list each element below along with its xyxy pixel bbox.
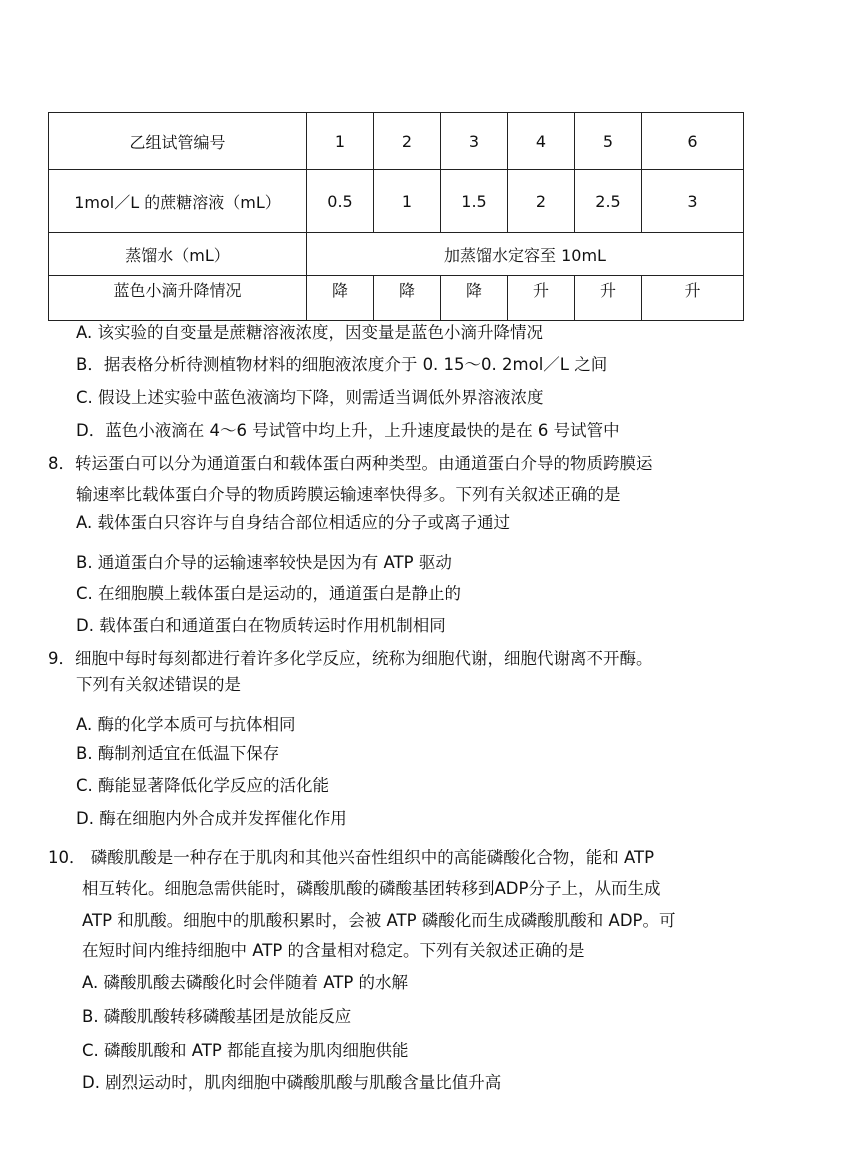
q9-option-d: D. 酶在细胞内外合成并发挥催化作用 <box>76 809 347 828</box>
table-row-sucrose <box>49 170 744 233</box>
q8-option-b: B. 通道蛋白介导的运输速率较快是因为有 ATP 驱动 <box>76 553 452 572</box>
q10-stem-line-3: ATP 和肌酸。细胞中的肌酸积累时，会被 ATP 磷酸化而生成磷酸肌酸和 ADP。可 <box>82 911 676 930</box>
table-cell: 1 <box>374 170 441 233</box>
q10-option-c: C. 磷酸肌酸和 ATP 都能直接为肌肉细胞供能 <box>82 1041 409 1060</box>
q10-stem-line-2: 相互转化。细胞急需供能时，磷酸肌酸的磷酸基团转移到ADP分子上，从而生成 <box>82 879 661 898</box>
q7-option-b: B．据表格分析待测植物材料的细胞液浓度介于 0. 15～0. 2mol／L 之间 <box>76 355 608 374</box>
table-cell: 1.5 <box>441 170 508 233</box>
q10-option-d: D. 剧烈运动时，肌肉细胞中磷酸肌酸与肌酸含量比值升高 <box>82 1073 502 1092</box>
table-cell: 降 <box>441 276 508 321</box>
experiment-table <box>48 112 744 321</box>
q9-option-b: B. 酶制剂适宜在低温下保存 <box>76 744 280 763</box>
table-row-water <box>49 233 744 276</box>
q8-option-d: D. 载体蛋白和通道蛋白在物质转运时作用机制相同 <box>76 616 446 635</box>
table-cell: 降 <box>374 276 441 321</box>
row-label-sucrose: 1mol／L 的蔗糖溶液（mL） <box>49 170 307 233</box>
q9-option-a: A. 酶的化学本质可与抗体相同 <box>76 715 296 734</box>
table-cell: 2 <box>508 170 575 233</box>
q10-stem-line-1: 10． 磷酸肌酸是一种存在于肌肉和其他兴奋性组织中的高能磷酸化合物，能和 ATP <box>48 848 655 867</box>
row-label-tube-number: 乙组试管编号 <box>49 113 307 170</box>
table-cell: 降 <box>307 276 374 321</box>
table-cell: 4 <box>508 113 575 170</box>
table-cell: 升 <box>575 276 642 321</box>
q8-option-a: A. 载体蛋白只容许与自身结合部位相适应的分子或离子通过 <box>76 513 510 532</box>
table-cell: 升 <box>508 276 575 321</box>
q9-stem-line-1: 9．细胞中每时每刻都进行着许多化学反应，统称为细胞代谢，细胞代谢离不开酶。 <box>48 649 653 668</box>
q10-option-b: B. 磷酸肌酸转移磷酸基团是放能反应 <box>82 1007 352 1026</box>
table-row-drop <box>49 276 744 321</box>
table-row-tube-number <box>49 113 744 170</box>
row-label-drop: 蓝色小滴升降情况 <box>49 276 307 321</box>
row-label-water: 蒸馏水（mL） <box>49 233 307 276</box>
table-cell: 1 <box>307 113 374 170</box>
q8-stem-line-2: 输速率比载体蛋白介导的物质跨膜运输速率快得多。下列有关叙述正确的是 <box>76 485 621 504</box>
q8-option-c: C. 在细胞膜上载体蛋白是运动的，通道蛋白是静止的 <box>76 584 462 603</box>
q7-option-c: C. 假设上述实验中蓝色液滴均下降，则需适当调低外界溶液浓度 <box>76 388 544 407</box>
q7-option-a: A. 该实验的自变量是蔗糖溶液浓度，因变量是蓝色小滴升降情况 <box>76 323 543 342</box>
table-cell-merged: 加蒸馏水定容至 10mL <box>307 233 744 276</box>
table-cell: 3 <box>441 113 508 170</box>
q9-stem-line-2: 下列有关叙述错误的是 <box>76 675 241 694</box>
q10-option-a: A. 磷酸肌酸去磷酸化时会伴随着 ATP 的水解 <box>82 973 409 992</box>
q10-stem-line-4: 在短时间内维持细胞中 ATP 的含量相对稳定。下列有关叙述正确的是 <box>82 941 585 960</box>
table-cell: 2 <box>374 113 441 170</box>
table-cell: 0.5 <box>307 170 374 233</box>
table-cell: 5 <box>575 113 642 170</box>
q8-stem-line-1: 8．转运蛋白可以分为通道蛋白和载体蛋白两种类型。由通道蛋白介导的物质跨膜运 <box>48 454 653 473</box>
table-cell: 6 <box>642 113 744 170</box>
table-cell: 2.5 <box>575 170 642 233</box>
table-cell: 3 <box>642 170 744 233</box>
q7-option-d: D．蓝色小液滴在 4～6 号试管中均上升，上升速度最快的是在 6 号试管中 <box>76 421 620 440</box>
q9-option-c: C. 酶能显著降低化学反应的活化能 <box>76 776 330 795</box>
table-cell: 升 <box>642 276 744 321</box>
